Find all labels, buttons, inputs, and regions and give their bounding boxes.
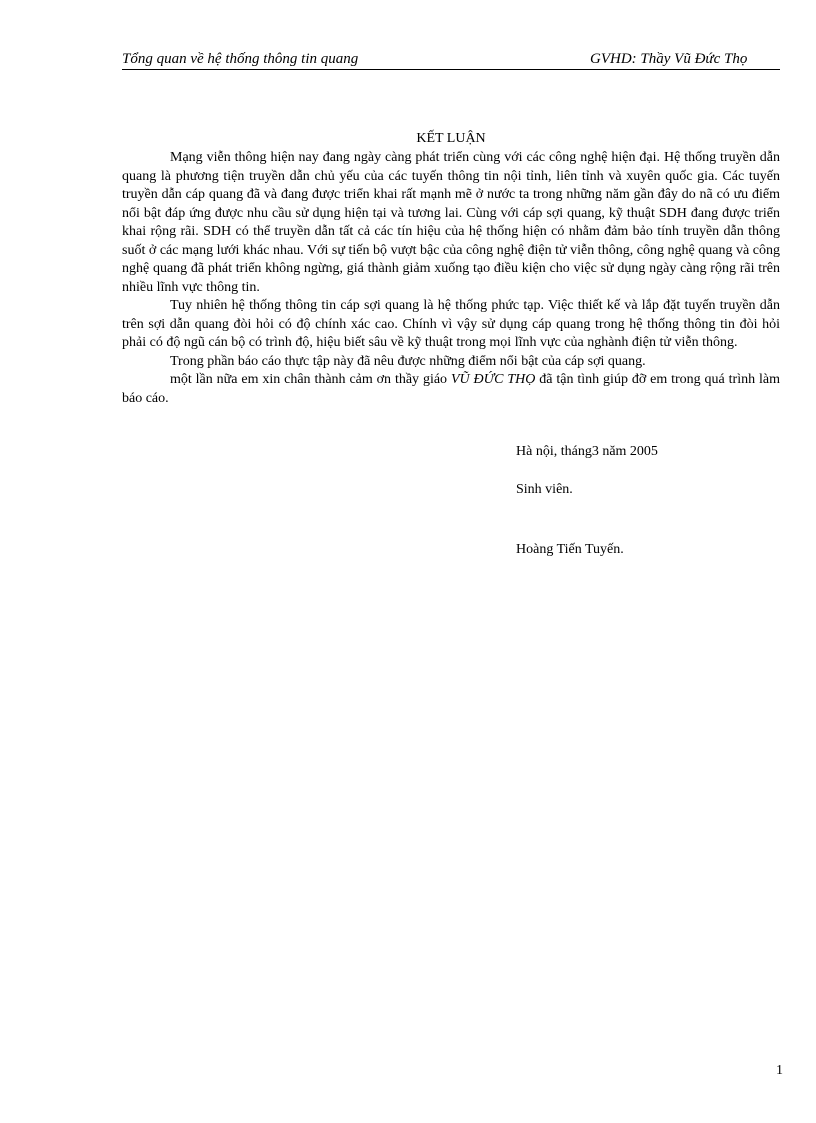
- paragraph-2: Tuy nhiên hệ thống thông tin cáp sợi quang là hệ thống phức tạp. Việc thiết kế và lắp đặt tuyến truyền dẫn trên sợi dẫn quang đòi hỏi có độ chính xác cao. Chính vì vậy sử dụng cáp quang trong hệ thống thông tin đòi hỏi phải có độ ngũ cán bộ có trình độ, hiệu biết sâu về kỹ thuật trong mọi lĩnh vực của nghành điện tử viễn thông.: [122, 298, 780, 350]
- paragraph-4-before: một lần nữa em xin chân thành cảm ơn thầy giáo: [170, 372, 451, 387]
- signature-place-date: Hà nội, tháng3 năm 2005: [516, 444, 658, 459]
- section-title: KẾT LUẬN: [416, 131, 486, 146]
- paragraph-4-after: đã tận tình giúp đỡ em trong quá trình làm báo cáo.: [122, 372, 780, 406]
- header-document-title: Tổng quan về hệ thống thông tin quang: [122, 51, 359, 67]
- paragraph-4: [122, 371, 780, 408]
- paragraph-1: Mạng viễn thông hiện nay đang ngày càng phát triển cùng với các công nghệ hiện đại. Hệ thống truyền dẫn quang là phương tiện truyền dẫn chủ yếu của các tuyến thông tin nội tỉnh, liên tỉnh và xuyên quốc gia. Các tuyến truyền dẫn cáp quang đã và đang được triển khai rất mạnh mẽ ở nước ta trong những năm gần đây do nã có ưu điểm nổi bật đáp ứng được nhu cầu sử dụng hiện tại và tương lai. Cùng với cáp sợi quang, kỹ thuật SDH đang được triển khai rộng rãi. SDH có thể truyền dẫn tất cả các tín hiệu của hệ thống hiện có nhằm đảm bảo tính truyền dẫn thông suốt ở các mạng lưới khác nhau. Với sự tiến bộ vượt bậc của công nghệ điện tử viễn thông, công nghệ quang và công nghệ quang đã phát triển không ngừng, giá thành giảm xuống tạo điều kiện cho việc sử dụng ngày càng rộng rãi trên nhiều lĩnh vực thông tin.: [122, 150, 780, 295]
- signature-name: Hoàng Tiến Tuyến.: [516, 542, 624, 557]
- page-header: [122, 49, 780, 70]
- header-supervisor: GVHD: Thầy Vũ Đức Thọ: [590, 51, 748, 67]
- signature-role: Sinh viên.: [516, 482, 573, 497]
- page-number: 1: [776, 1063, 783, 1078]
- paragraph-3: Trong phần báo cáo thực tập này đã nêu được những điểm nổi bật của cáp sợi quang.: [170, 353, 646, 369]
- teacher-name: VŨ ĐỨC THỌ: [450, 372, 536, 387]
- conclusion-body: [122, 149, 780, 408]
